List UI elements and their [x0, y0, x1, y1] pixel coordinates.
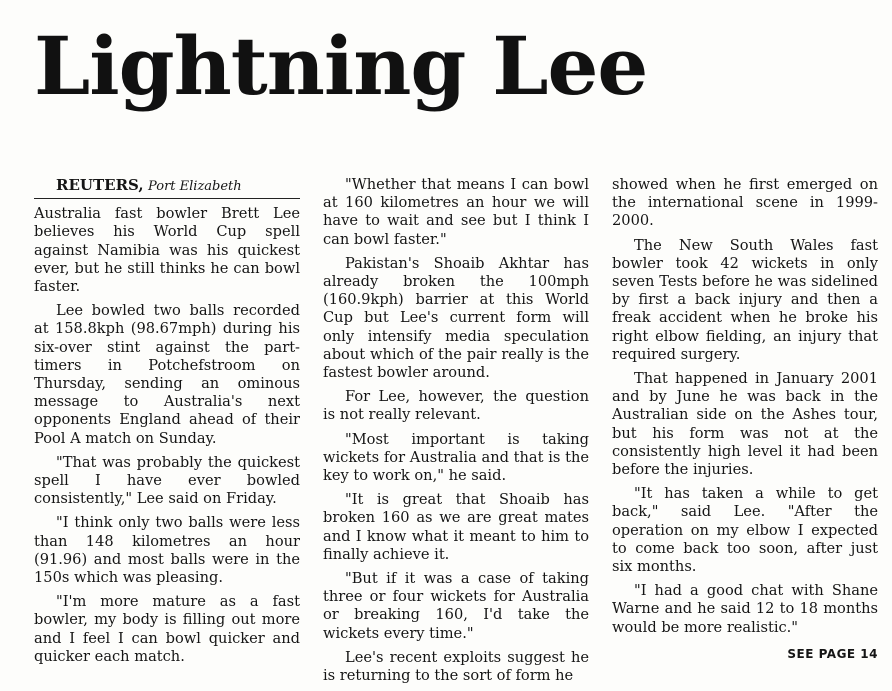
article-column-2	[323, 176, 589, 691]
paragraph: Pakistan's Shoaib Akhtar has already broken the 100mph (160.9kph) barrier at this World Cup but Lee's current form will only intensify media speculation about which of the pair really is the fastest bowler around.	[323, 254, 589, 382]
paragraph: "It is great that Shoaib has broken 160 as we are great mates and I know what it meant to him to finally achieve it.	[323, 491, 589, 563]
paragraph: "That was probably the quickest spell I have ever bowled consistently," Lee said on Friday.	[34, 453, 300, 508]
byline-place: Port Elizabeth	[148, 179, 242, 194]
paragraph: "I think only two balls were less than 148 kilometres an hour (91.96) and most balls were in the 150s which was pleasing.	[34, 514, 300, 587]
paragraph: "I had a good chat with Shane Warne and he said 12 to 18 months would be more realistic."	[612, 582, 878, 636]
paragraph: Lee's recent exploits suggest he is returning to the sort of form he	[323, 648, 589, 685]
paragraph: That happened in January 2001 and by June he was back in the Australian side on the Ashes tour, but his form was not at the consistently high level it had been before the injuries.	[612, 370, 878, 479]
paragraph: For Lee, however, the question is not really relevant.	[323, 388, 589, 424]
paragraph: Lee bowled two balls recorded at 158.8kph (98.67mph) during his six-over stint against the part-timers in Potchefstroom on Thursday, sending an ominous message to Australia's next opponents England ahead of their Pool A match on Sunday.	[34, 302, 300, 447]
paragraph: "But if it was a case of taking three or four wickets for Australia or breaking 160, I'd take the wickets every time."	[323, 570, 589, 642]
paragraph: "Most important is taking wickets for Australia and that is the key to work on," he said.	[323, 430, 589, 485]
paragraph: "Whether that means I can bowl at 160 kilometres an hour we will have to wait and see but I think I can bowl faster."	[323, 176, 589, 248]
paragraph: The New South Wales fast bowler took 42 wickets in only seven Tests before he was sidelined by first a back injury and then a freak accident when he broke his right elbow fielding, an injury that required surgery.	[612, 236, 878, 363]
paragraph: showed when he first emerged on the international scene in 1999-2000.	[612, 176, 878, 230]
article-column-1	[34, 176, 300, 672]
paragraph: Australia fast bowler Brett Lee believes his World Cup spell against Namibia was his quickest ever, but he still thinks he can bowl faster.	[34, 205, 300, 296]
byline-agency: REUTERS,	[56, 176, 144, 194]
byline	[34, 176, 300, 199]
paragraph: "It has taken a while to get back," said Lee. "After the operation on my elbow I expected to come back too soon, after just six months.	[612, 485, 878, 576]
article-column-3	[612, 176, 878, 643]
headline: Lightning Lee	[34, 19, 648, 113]
continuation-reference: SEE PAGE 14	[787, 647, 878, 661]
paragraph: "I'm more mature as a fast bowler, my body is filling out more and I feel I can bowl quicker and quicker each match.	[34, 593, 300, 665]
